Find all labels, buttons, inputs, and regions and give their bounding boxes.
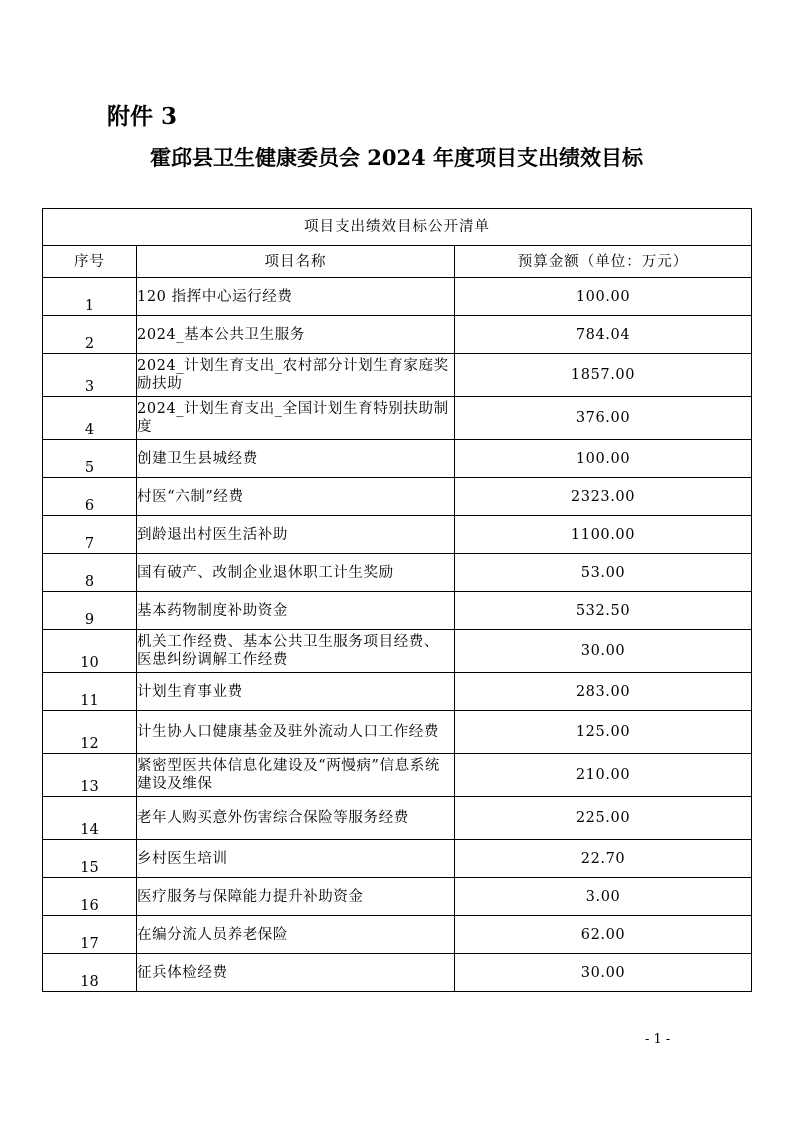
row-project-name: 120 指挥中心运行经费 bbox=[137, 278, 455, 316]
row-budget-amount: 2323.00 bbox=[455, 478, 752, 516]
document-title: 霍邱县卫生健康委员会 2024 年度项目支出绩效目标 bbox=[149, 145, 644, 170]
row-seq: 5 bbox=[43, 440, 137, 478]
row-seq: 12 bbox=[43, 711, 137, 754]
table-row bbox=[43, 397, 752, 440]
row-budget-amount: 30.00 bbox=[455, 630, 752, 673]
row-seq: 8 bbox=[43, 554, 137, 592]
row-seq: 7 bbox=[43, 516, 137, 554]
table-header-row bbox=[43, 246, 752, 278]
table-row bbox=[43, 711, 752, 754]
row-project-name: 征兵体检经费 bbox=[137, 954, 455, 992]
table-row bbox=[43, 754, 752, 797]
row-seq: 4 bbox=[43, 397, 137, 440]
row-seq: 15 bbox=[43, 840, 137, 878]
row-project-name: 医疗服务与保障能力提升补助资金 bbox=[137, 878, 455, 916]
header-seq: 序号 bbox=[43, 246, 137, 278]
table-row bbox=[43, 278, 752, 316]
row-budget-amount: 100.00 bbox=[455, 278, 752, 316]
row-project-name: 计划生育事业费 bbox=[137, 673, 455, 711]
table-row bbox=[43, 516, 752, 554]
table-row bbox=[43, 440, 752, 478]
row-project-name: 国有破产、改制企业退休职工计生奖励 bbox=[137, 554, 455, 592]
row-budget-amount: 125.00 bbox=[455, 711, 752, 754]
row-project-name: 村医“六制”经费 bbox=[137, 478, 455, 516]
row-seq: 11 bbox=[43, 673, 137, 711]
row-project-name: 基本药物制度补助资金 bbox=[137, 592, 455, 630]
row-seq: 10 bbox=[43, 630, 137, 673]
row-budget-amount: 62.00 bbox=[455, 916, 752, 954]
row-project-name: 2024_基本公共卫生服务 bbox=[137, 316, 455, 354]
row-project-name: 乡村医生培训 bbox=[137, 840, 455, 878]
row-project-name: 计生协人口健康基金及驻外流动人口工作经费 bbox=[137, 711, 455, 754]
row-project-name: 2024_计划生育支出_农村部分计划生育家庭奖励扶助 bbox=[137, 354, 455, 397]
row-project-name: 机关工作经费、基本公共卫生服务项目经费、医患纠纷调解工作经费 bbox=[137, 630, 455, 673]
row-seq: 18 bbox=[43, 954, 137, 992]
table-row bbox=[43, 840, 752, 878]
row-seq: 17 bbox=[43, 916, 137, 954]
header-amount: 预算金额（单位：万元） bbox=[455, 246, 752, 278]
row-budget-amount: 283.00 bbox=[455, 673, 752, 711]
header-name: 项目名称 bbox=[137, 246, 455, 278]
row-seq: 9 bbox=[43, 592, 137, 630]
table-row bbox=[43, 354, 752, 397]
row-budget-amount: 376.00 bbox=[455, 397, 752, 440]
table-row bbox=[43, 554, 752, 592]
table-row bbox=[43, 878, 752, 916]
row-project-name: 2024_计划生育支出_全国计划生育特别扶助制度 bbox=[137, 397, 455, 440]
row-seq: 1 bbox=[43, 278, 137, 316]
row-project-name: 在编分流人员养老保险 bbox=[137, 916, 455, 954]
row-budget-amount: 100.00 bbox=[455, 440, 752, 478]
row-budget-amount: 210.00 bbox=[455, 754, 752, 797]
row-budget-amount: 22.70 bbox=[455, 840, 752, 878]
table-row bbox=[43, 316, 752, 354]
table-caption: 项目支出绩效目标公开清单 bbox=[43, 209, 752, 246]
table-row bbox=[43, 592, 752, 630]
row-seq: 6 bbox=[43, 478, 137, 516]
row-seq: 2 bbox=[43, 316, 137, 354]
row-seq: 13 bbox=[43, 754, 137, 797]
row-seq: 3 bbox=[43, 354, 137, 397]
row-budget-amount: 532.50 bbox=[455, 592, 752, 630]
table-row bbox=[43, 630, 752, 673]
row-project-name: 创建卫生县城经费 bbox=[137, 440, 455, 478]
attachment-label: 附件 3 bbox=[107, 103, 178, 130]
row-project-name: 紧密型医共体信息化建设及“两慢病”信息系统建设及维保 bbox=[137, 754, 455, 797]
row-budget-amount: 1857.00 bbox=[455, 354, 752, 397]
row-budget-amount: 225.00 bbox=[455, 797, 752, 840]
page-number: - 1 - bbox=[645, 1032, 671, 1047]
row-project-name: 老年人购买意外伤害综合保险等服务经费 bbox=[137, 797, 455, 840]
table-row bbox=[43, 916, 752, 954]
budget-table bbox=[42, 208, 752, 992]
table-row bbox=[43, 797, 752, 840]
row-budget-amount: 30.00 bbox=[455, 954, 752, 992]
row-budget-amount: 3.00 bbox=[455, 878, 752, 916]
table-row bbox=[43, 478, 752, 516]
row-budget-amount: 1100.00 bbox=[455, 516, 752, 554]
table-row bbox=[43, 954, 752, 992]
row-seq: 14 bbox=[43, 797, 137, 840]
row-budget-amount: 784.04 bbox=[455, 316, 752, 354]
table-caption-row bbox=[43, 209, 752, 246]
table-row bbox=[43, 673, 752, 711]
row-budget-amount: 53.00 bbox=[455, 554, 752, 592]
row-project-name: 到龄退出村医生活补助 bbox=[137, 516, 455, 554]
row-seq: 16 bbox=[43, 878, 137, 916]
